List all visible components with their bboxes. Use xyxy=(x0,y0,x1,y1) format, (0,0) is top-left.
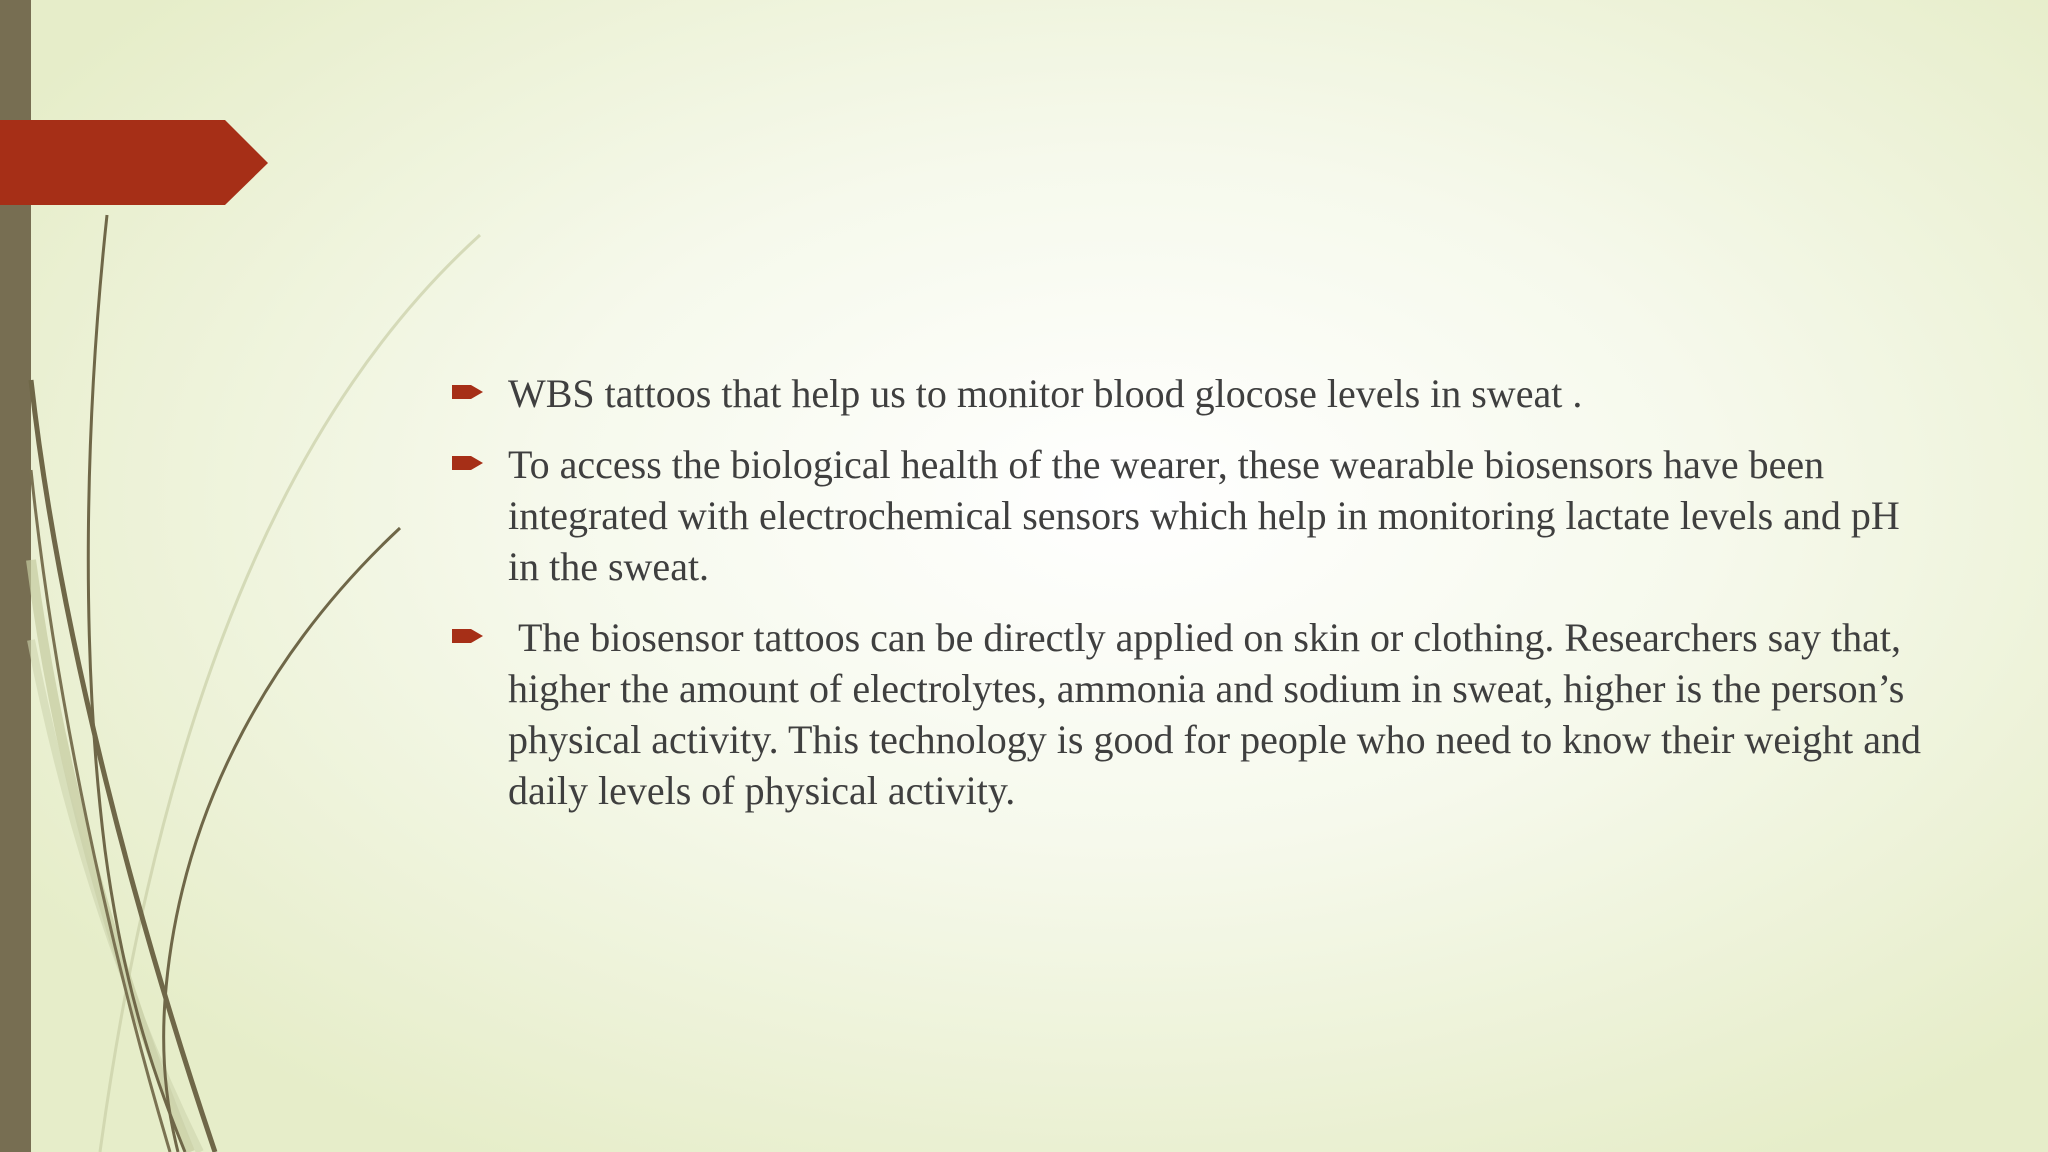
bullet-item xyxy=(452,612,1932,816)
arrow-bullet-icon xyxy=(452,626,484,646)
bullet-item xyxy=(452,439,1932,592)
arrow-bullet-icon xyxy=(452,382,484,402)
bullet-list xyxy=(452,368,1932,816)
title-arrow-tab xyxy=(0,120,268,205)
bullet-text: The biosensor tattoos can be directly applied on skin or clothing. Researchers say that, higher the amount of electrolytes, ammonia and sodium in sweat, higher is the person’s physical activity. This technology is good for people who need to know their weight and daily levels of physical activity. xyxy=(508,615,1932,813)
bullet-text: To access the biological health of the wearer, these wearable biosensors have been integrated with electrochemical sensors which help in monitoring lactate levels and pH in the sweat. xyxy=(508,442,1910,589)
arrow-bullet-icon xyxy=(452,453,484,473)
bullet-text: WBS tattoos that help us to monitor blood glocose levels in sweat . xyxy=(508,371,1583,416)
slide-content xyxy=(452,368,1932,836)
bullet-item xyxy=(452,368,1932,419)
